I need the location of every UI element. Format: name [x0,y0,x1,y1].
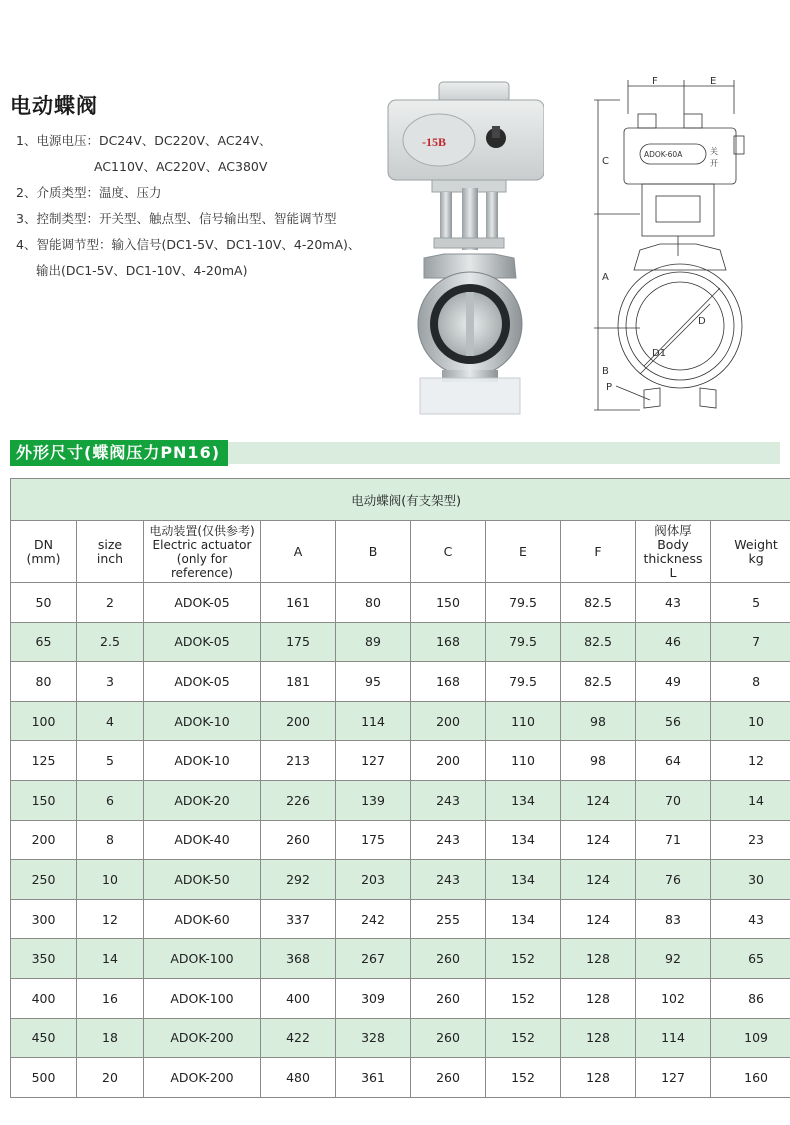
cell-weight: 7 [711,622,790,662]
cell-f: 128 [561,1018,636,1058]
cell-b: 89 [336,622,411,662]
cell-dn: 450 [11,1018,77,1058]
cell-e: 152 [486,939,561,979]
dim-model-label: ADOK-60A [644,150,683,159]
cell-e: 110 [486,741,561,781]
cell-f: 124 [561,780,636,820]
cell-b: 328 [336,1018,411,1058]
cell-e: 134 [486,820,561,860]
table-row [11,741,790,781]
cell-f: 128 [561,1058,636,1098]
valve-photo [384,78,544,418]
dim-close-label: 关 [710,147,718,156]
cell-f: 98 [561,741,636,781]
cell-body-thickness: 76 [636,860,711,900]
cell-c: 260 [411,1058,486,1098]
table-row [11,622,790,662]
dim-label-f: F [652,76,658,87]
cell-a: 480 [261,1058,336,1098]
dim-open-label: 开 [710,159,718,168]
cell-actuator: ADOK-50 [144,860,261,900]
cell-size: 20 [77,1058,144,1098]
actuator-label: -15B [422,135,446,149]
cell-b: 114 [336,701,411,741]
cell-body-thickness: 49 [636,662,711,702]
cell-actuator: ADOK-200 [144,1018,261,1058]
cell-a: 337 [261,899,336,939]
cell-body-thickness: 92 [636,939,711,979]
cell-size: 10 [77,860,144,900]
cell-size: 14 [77,939,144,979]
cell-c: 168 [411,662,486,702]
cell-dn: 80 [11,662,77,702]
cell-f: 82.5 [561,622,636,662]
cell-e: 134 [486,780,561,820]
cell-e: 110 [486,701,561,741]
cell-a: 226 [261,780,336,820]
cell-e: 152 [486,1018,561,1058]
cell-b: 267 [336,939,411,979]
spec-line: AC110V、AC220V、AC380V [94,159,268,174]
cell-body-thickness: 71 [636,820,711,860]
cell-weight: 23 [711,820,790,860]
cell-a: 181 [261,662,336,702]
cell-weight: 12 [711,741,790,781]
table-row [11,583,790,623]
cell-dn: 350 [11,939,77,979]
cell-weight: 14 [711,780,790,820]
cell-weight: 160 [711,1058,790,1098]
cell-c: 260 [411,1018,486,1058]
cell-a: 260 [261,820,336,860]
cell-dn: 300 [11,899,77,939]
header-e: E [486,521,561,583]
cell-c: 200 [411,741,486,781]
cell-c: 243 [411,780,486,820]
dim-label-d1: D1 [652,348,667,359]
table-row [11,780,790,820]
dim-label-a: A [602,272,609,283]
cell-a: 213 [261,741,336,781]
table-row [11,662,790,702]
product-title: 电动蝶阀 [10,94,98,118]
cell-f: 128 [561,939,636,979]
dimension-table [10,478,790,1098]
cell-dn: 250 [11,860,77,900]
cell-actuator: ADOK-60 [144,899,261,939]
spec-list [16,128,396,284]
cell-c: 260 [411,939,486,979]
cell-f: 128 [561,978,636,1018]
dim-label-b: B [602,366,609,377]
cell-size: 16 [77,978,144,1018]
cell-weight: 43 [711,899,790,939]
cell-body-thickness: 102 [636,978,711,1018]
cell-actuator: ADOK-20 [144,780,261,820]
cell-weight: 86 [711,978,790,1018]
cell-actuator: ADOK-100 [144,939,261,979]
cell-actuator: ADOK-10 [144,741,261,781]
cell-b: 127 [336,741,411,781]
spec-line: 4、智能调节型：输入信号(DC1-5V、DC1-10V、4-20mA)、 [16,237,361,252]
cell-e: 134 [486,860,561,900]
cell-dn: 200 [11,820,77,860]
cell-weight: 109 [711,1018,790,1058]
cell-dn: 500 [11,1058,77,1098]
cell-actuator: ADOK-10 [144,701,261,741]
cell-weight: 8 [711,662,790,702]
spec-line: 3、控制类型：开关型、触点型、信号输出型、智能调节型 [16,211,337,226]
cell-body-thickness: 56 [636,701,711,741]
header-body-thickness: 阀体厚 Body thickness L [636,521,711,583]
cell-c: 150 [411,583,486,623]
cell-e: 79.5 [486,583,561,623]
table-row [11,820,790,860]
header-a: A [261,521,336,583]
cell-c: 200 [411,701,486,741]
dim-label-e: E [710,76,717,87]
header-f: F [561,521,636,583]
cell-b: 242 [336,899,411,939]
cell-size: 5 [77,741,144,781]
header-c: C [411,521,486,583]
cell-weight: 10 [711,701,790,741]
cell-e: 79.5 [486,622,561,662]
cell-dn: 400 [11,978,77,1018]
cell-body-thickness: 83 [636,899,711,939]
cell-a: 368 [261,939,336,979]
cell-size: 2.5 [77,622,144,662]
cell-c: 168 [411,622,486,662]
header-dn: DN (mm) [11,521,77,583]
spec-line: 输出(DC1-5V、DC1-10V、4-20mA) [36,263,248,278]
cell-size: 6 [77,780,144,820]
cell-b: 361 [336,1058,411,1098]
table-row [11,939,790,979]
cell-c: 255 [411,899,486,939]
cell-size: 12 [77,899,144,939]
spec-line: 2、介质类型：温度、压力 [16,185,162,200]
cell-dn: 150 [11,780,77,820]
cell-b: 80 [336,583,411,623]
cell-f: 124 [561,860,636,900]
cell-f: 124 [561,899,636,939]
cell-dn: 50 [11,583,77,623]
table-row [11,860,790,900]
header-size: size inch [77,521,144,583]
cell-body-thickness: 64 [636,741,711,781]
cell-a: 400 [261,978,336,1018]
cell-c: 243 [411,820,486,860]
dim-label-p: P [606,382,613,393]
cell-b: 139 [336,780,411,820]
cell-actuator: ADOK-05 [144,662,261,702]
cell-b: 95 [336,662,411,702]
header-weight: Weight kg [711,521,790,583]
cell-actuator: ADOK-100 [144,978,261,1018]
cell-dn: 65 [11,622,77,662]
table-row [11,899,790,939]
cell-dn: 100 [11,701,77,741]
cell-actuator: ADOK-05 [144,583,261,623]
cell-size: 2 [77,583,144,623]
cell-size: 4 [77,701,144,741]
dimension-drawing [580,74,780,419]
cell-a: 292 [261,860,336,900]
cell-size: 8 [77,820,144,860]
cell-weight: 5 [711,583,790,623]
dim-label-c: C [602,156,609,167]
cell-dn: 125 [11,741,77,781]
cell-e: 152 [486,978,561,1018]
cell-body-thickness: 114 [636,1018,711,1058]
dim-label-d: D [698,316,706,327]
cell-actuator: ADOK-200 [144,1058,261,1098]
cell-weight: 65 [711,939,790,979]
cell-body-thickness: 46 [636,622,711,662]
cell-b: 309 [336,978,411,1018]
cell-e: 79.5 [486,662,561,702]
cell-body-thickness: 127 [636,1058,711,1098]
cell-e: 152 [486,1058,561,1098]
spec-line: 1、电源电压：DC24V、DC220V、AC24V、 [16,133,272,148]
cell-size: 18 [77,1018,144,1058]
header-actuator: 电动装置(仅供参考) Electric actuator (only for reference) [144,521,261,583]
cell-c: 243 [411,860,486,900]
cell-e: 134 [486,899,561,939]
cell-actuator: ADOK-40 [144,820,261,860]
cell-actuator: ADOK-05 [144,622,261,662]
table-caption: 电动蝶阀(有支架型) [11,479,790,521]
table-row [11,1018,790,1058]
cell-a: 161 [261,583,336,623]
cell-a: 175 [261,622,336,662]
cell-b: 175 [336,820,411,860]
table-row [11,978,790,1018]
cell-f: 82.5 [561,662,636,702]
cell-a: 422 [261,1018,336,1058]
cell-a: 200 [261,701,336,741]
cell-c: 260 [411,978,486,1018]
header-b: B [336,521,411,583]
cell-weight: 30 [711,860,790,900]
table-row [11,701,790,741]
cell-f: 82.5 [561,583,636,623]
cell-size: 3 [77,662,144,702]
cell-body-thickness: 70 [636,780,711,820]
cell-f: 98 [561,701,636,741]
table-row [11,1058,790,1098]
section-title: 外形尺寸(蝶阀压力PN16) [10,440,228,466]
cell-b: 203 [336,860,411,900]
cell-f: 124 [561,820,636,860]
cell-body-thickness: 43 [636,583,711,623]
